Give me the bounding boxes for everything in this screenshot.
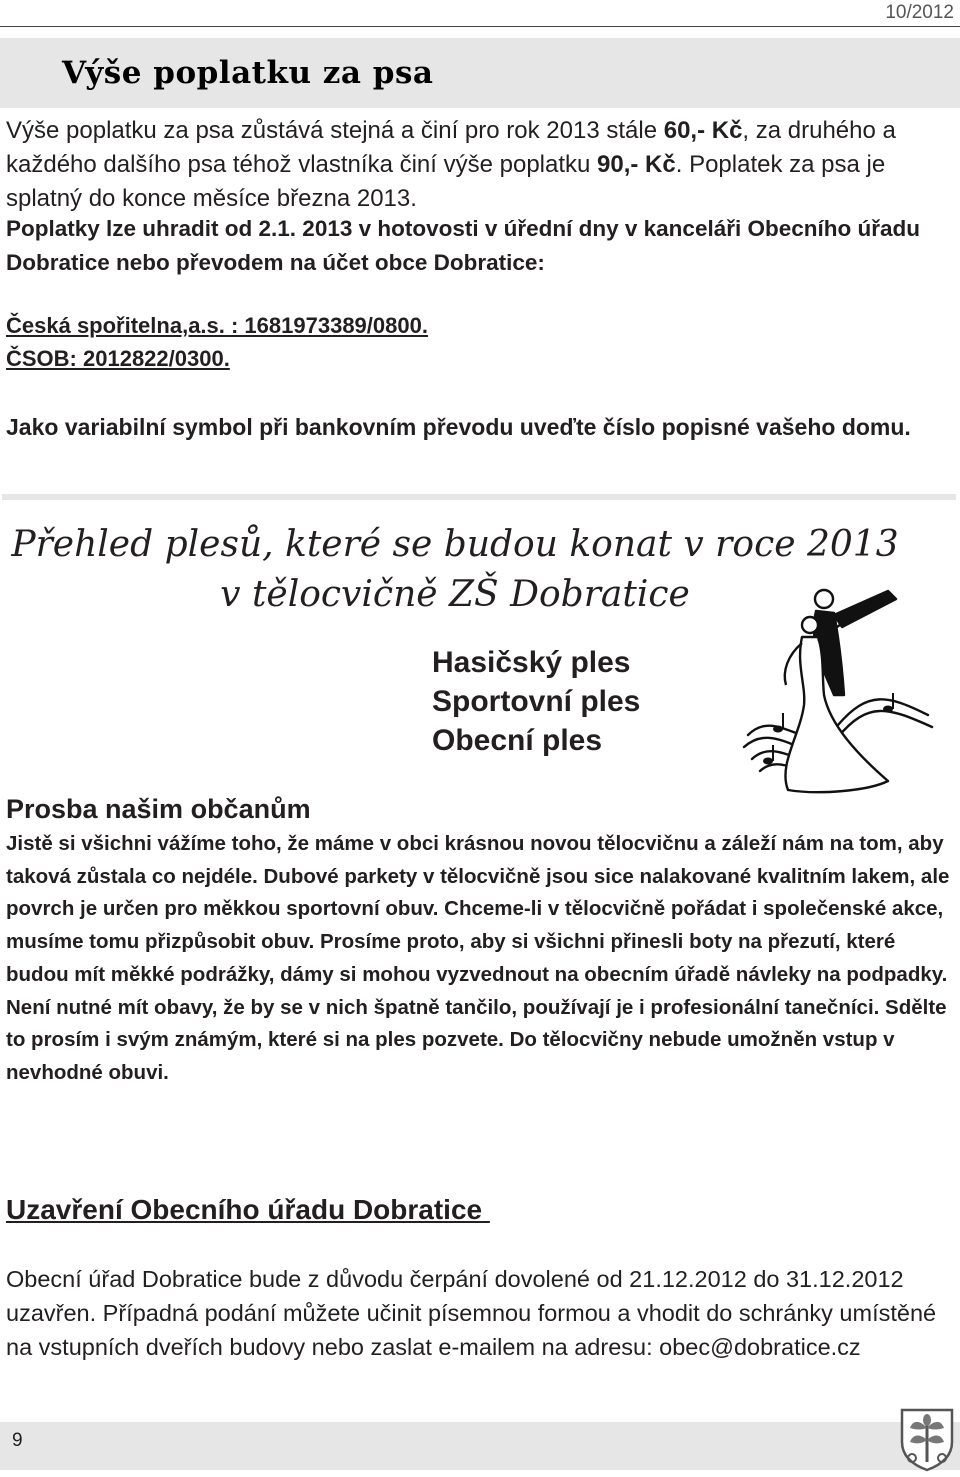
plea-text-2: Není nutné mít obavy, že by se v nich špatně tančilo, používají je i profesionální tanečníci. Sdělte to prosím i svým známým, které si na ples pozvete. Do tělocvičny nebude umožněn vstup v nevhodné obuvi. — [6, 995, 947, 1084]
account-ceska-sporitelna: Česká spořitelna,a.s. : 1681973389/0800. — [6, 313, 428, 338]
plea-title: Prosba našim občanům — [6, 794, 311, 824]
balls-title-line2: v tělocvičně ZŠ Dobratice — [220, 574, 690, 615]
account-csob: ČSOB: 2012822/0300. — [6, 346, 230, 371]
plea-text: Jistě si všichni vážíme toho, že máme v obci krásnou novou tělocvičnu a záleží nám na tom, aby taková zůstala co nejdéle. Dubové parkety v tělocvičně jsou sice nalakované kvalitním lakem, ale povrch je určen pro měkkou sportovní obuv. Chceme-li v tělocvičně pořádat i společenské akce, musíme tomu přizpůsobit obuv. Prosíme proto, aby si všichni přinesli boty na přezutí, které budou mít měkké podrážky, dámy si mohou vyzvednout na obecním úřadě návleky na podpadky. — [6, 832, 950, 986]
village-crest-icon — [898, 1404, 956, 1472]
plea-paragraph — [6, 828, 958, 1090]
section-divider — [2, 494, 956, 500]
ball-name: Sportovní ples — [432, 685, 641, 718]
fee-section-title: Výše poplatku za psa — [62, 55, 434, 91]
header-rule — [0, 26, 960, 27]
fee-amount: 90,- Kč — [597, 151, 676, 178]
closure-paragraph: Obecní úřad Dobratice bude z důvodu čerpání dovolené od 21.12.2012 do 31.12.2012 uzavřen. Případná podání můžete učinit písemnou formou a vhodit do schránky umístěné na vstupních dveřích budovy nebo zaslat e-mailem na adresu: obec@dobratice.cz — [6, 1266, 937, 1360]
page-number: 9 — [12, 1430, 23, 1451]
footer-band — [0, 1422, 960, 1470]
closure-title: Uzavření Obecního úřadu Dobratice — [6, 1194, 490, 1225]
fee-paragraph — [6, 114, 956, 216]
fee-text: , za druhého a každého dalšího psa téhož vlastníka činí výše poplatku — [6, 117, 896, 178]
balls-title-line1: Přehled plesů, které se budou konat v roce 2013 — [11, 524, 899, 565]
ball-name: Hasičský ples — [432, 646, 631, 679]
fee-text: . Poplatek za psa je splatný do konce měsíce března 2013. — [6, 151, 886, 212]
issue-number: 10/2012 — [885, 2, 954, 23]
payment-paragraph: Poplatky lze uhradit od 2.1. 2013 v hotovosti v úřední dny v kanceláři Obecního úřadu Dobratice nebo převodem na účet obce Dobratice: — [6, 216, 920, 275]
variable-symbol-note: Jako variabilní symbol při bankovním převodu uveďte číslo popisné vašeho domu. — [6, 414, 911, 440]
ball-name: Obecní ples — [432, 724, 603, 757]
fee-text: Výše poplatku za psa zůstává stejná a činí pro rok 2013 stále — [6, 117, 664, 144]
fee-amount: 60,- Kč — [663, 117, 743, 144]
dancing-couple-illustration — [738, 585, 938, 797]
